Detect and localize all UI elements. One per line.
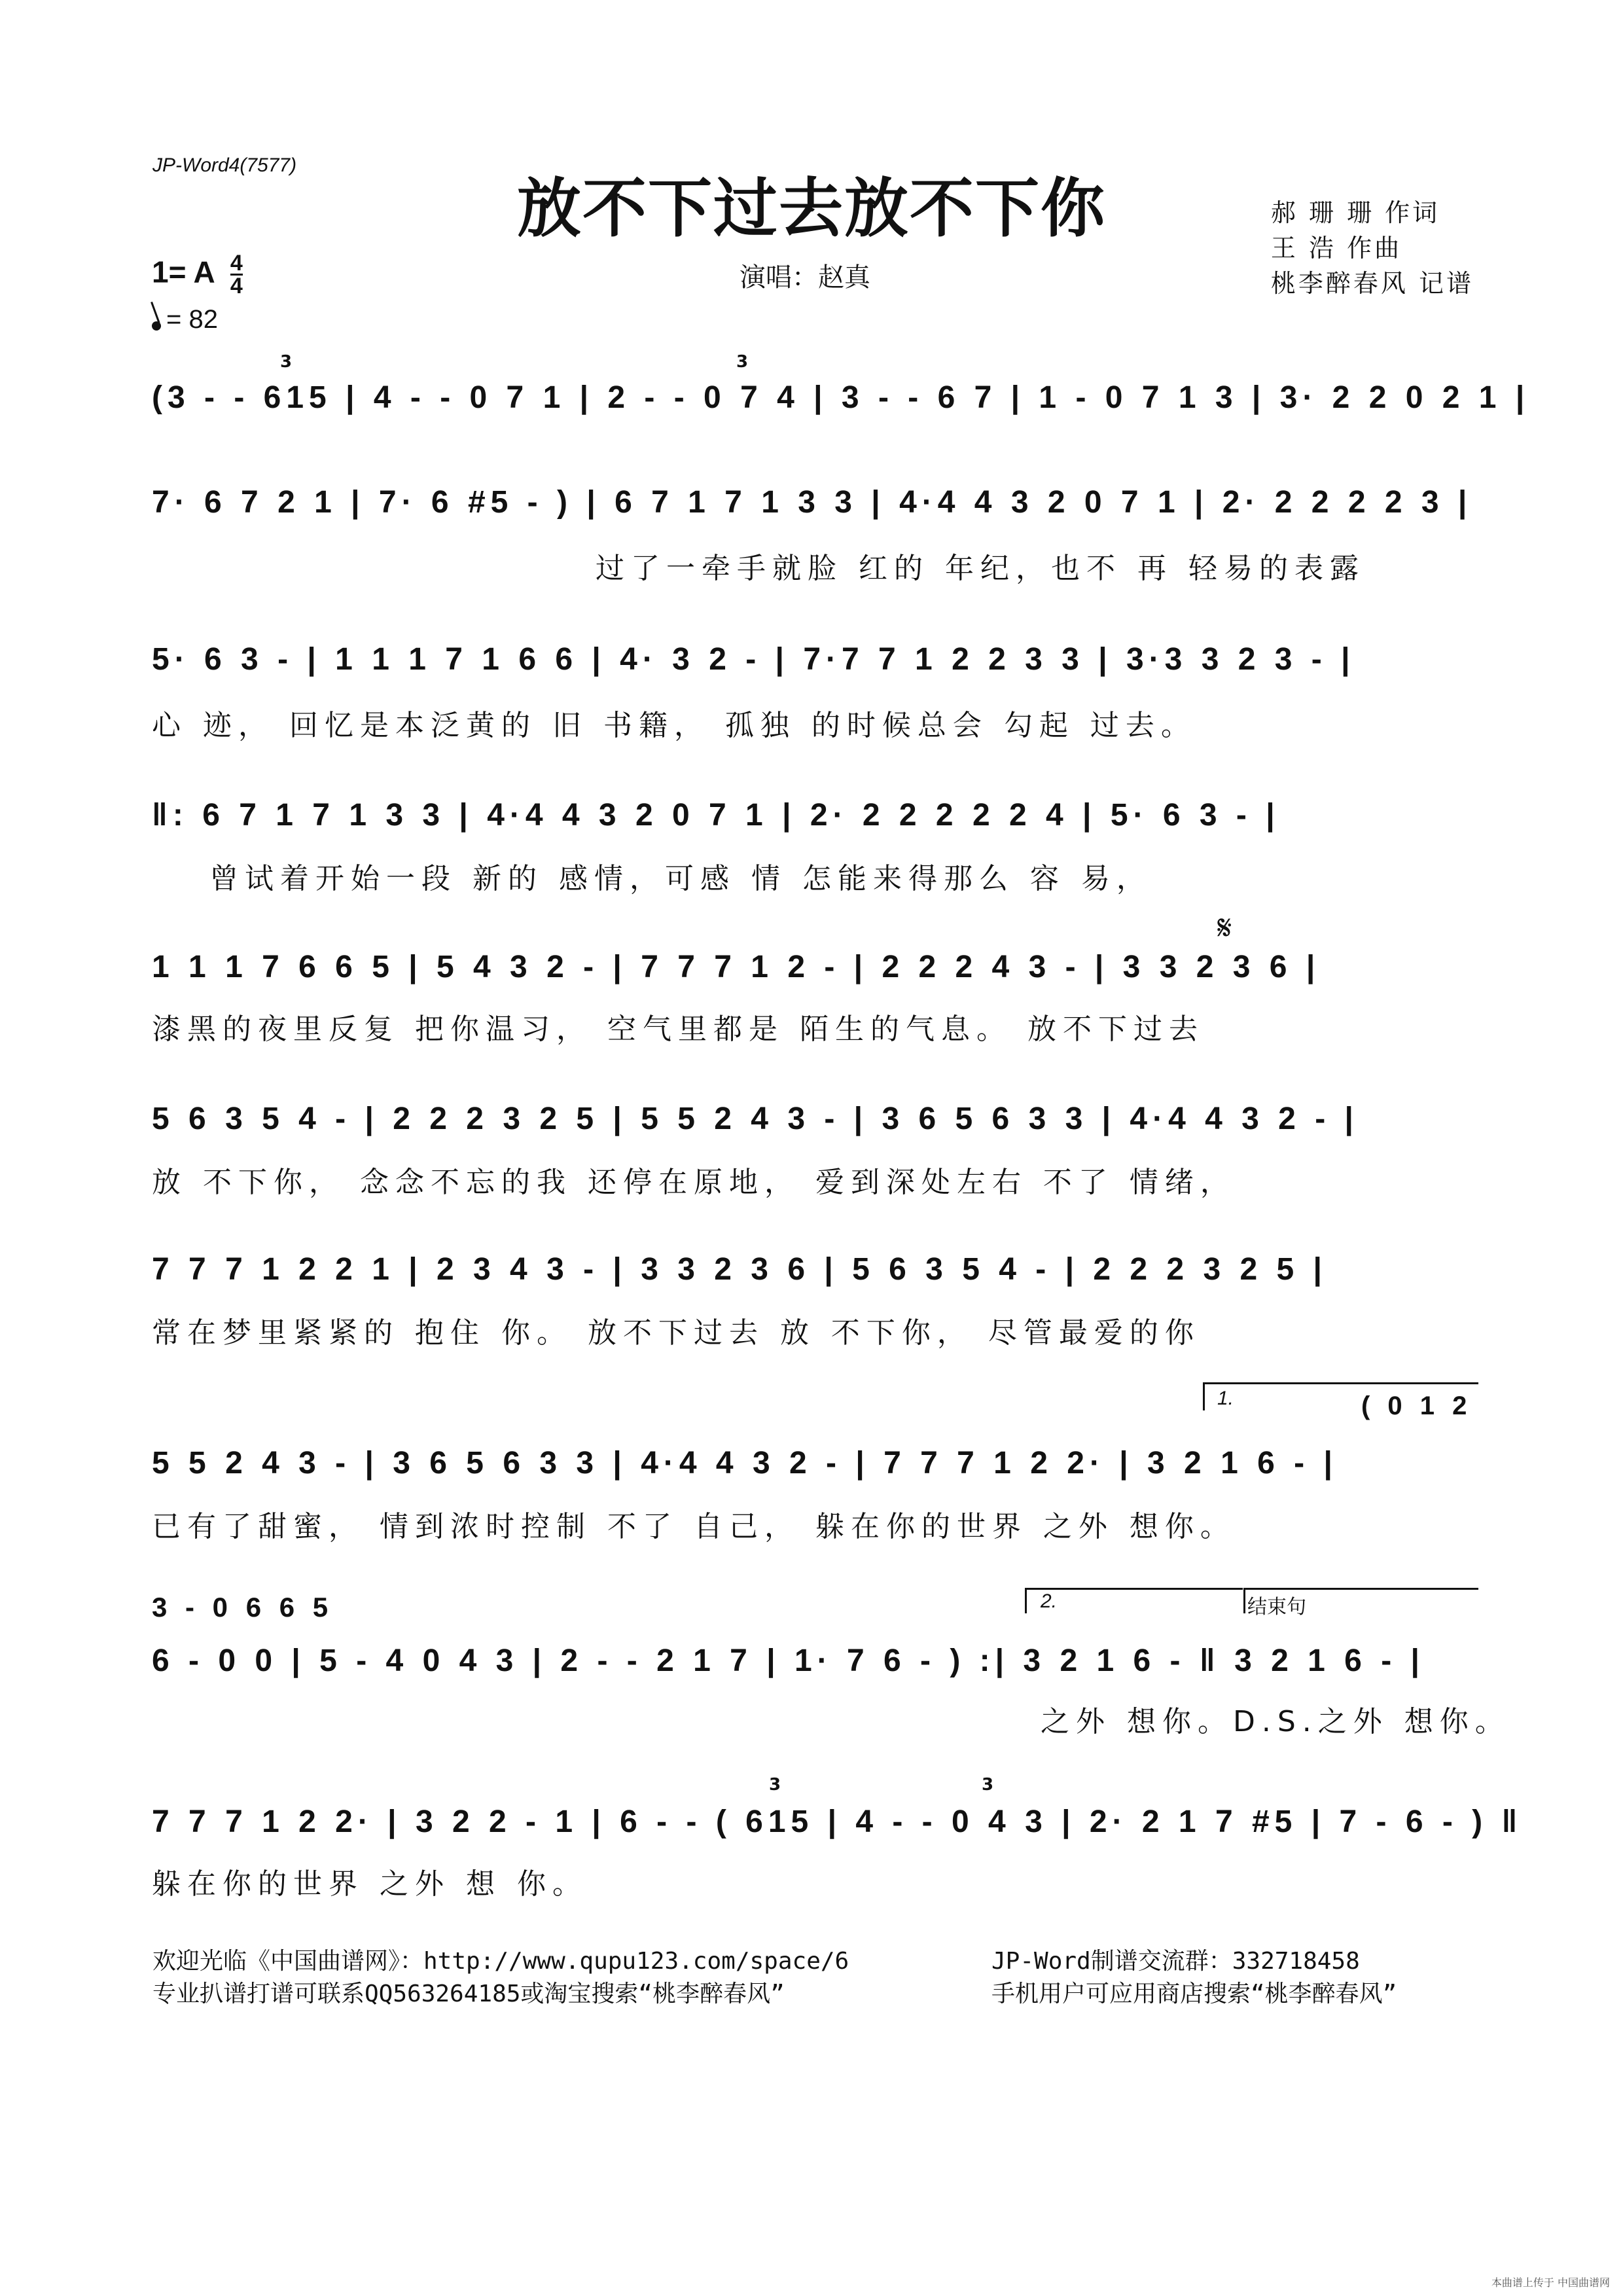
tempo-marking [152,305,218,334]
lyrics-line-9: 之外 想你。D.S.之外 想你。 [1041,1705,1510,1738]
credits [1271,195,1474,301]
volta-1-cue: ( 0 1 2 [1361,1391,1472,1420]
notation-line-2: 7· 6 7 2 1 | 7· 6 #5 - ) | 6 7 1 7 1 3 3 | 4·4 4 3 2 0 7 1 | 2· 2 2 2 2 3 | [152,485,1472,520]
footer-group: JP-Word制谱交流群：332718458 [991,1948,1360,1975]
notation-line-7: 7 7 7 1 2 2 1 | 2 3 4 3 - | 3 3 2 3 6 | 5 6 3 5 4 - | 2 2 2 3 2 5 | [152,1252,1327,1287]
volta-1-label: 1. [1217,1388,1234,1409]
lyrics-line-3: 心 迹， 回忆是本泛黄的 旧 书籍， 孤独 的时候总会 勾起 过去。 [152,709,1196,742]
footer-app: 手机用户可应用商店搜索“桃李醉春风” [991,1981,1397,2007]
notation-line-8: 5 5 2 4 3 - | 3 6 5 6 3 3 | 4·4 4 3 2 - | 7 7 7 1 2 2· | 3 2 1 6 - | [152,1446,1338,1480]
triplet-mark: 3 [280,352,293,372]
triplet-mark: 3 [736,352,749,372]
time-top: 4 [230,251,243,276]
triplet-mark: 3 [982,1775,994,1795]
footer-website: 欢迎光临《中国曲谱网》：http://www.qupu123.com/space/6 [152,1948,849,1975]
lyrics-line-2: 过了一牵手就脸 红的 年纪，也不 再 轻易的表露 [596,552,1365,585]
upload-stamp: 本曲谱上传于 中国曲谱网 [1491,2276,1610,2289]
notation-line-10: 7 7 7 1 2 2· | 3 2 2 - 1 | 6 - - ( 615 | 4 - - 0 4 3 | 2· 2 1 7 #5 | 7 - 6 - ) ‖ [152,1804,1523,1839]
lyrics-line-5: 漆黑的夜里反复 把你温习， 空气里都是 陌生的气息。 放不下过去 [152,1013,1204,1046]
volta-2-bracket [1025,1588,1243,1613]
time-bottom: 4 [230,274,243,298]
lyrics-line-10: 躲在你的世界 之外 想 你。 [152,1867,588,1901]
key-label: 1= A [152,255,215,289]
cue-line: 3 - 0 6 6 5 [152,1592,334,1623]
segno-sign: 𝄋 [1217,908,1232,948]
transcriber: 桃李醉春风 记谱 [1270,269,1474,298]
ending-label: 结束句 [1247,1596,1306,1619]
notation-line-3: 5· 6 3 - | 1 1 1 7 1 6 6 | 4· 3 2 - | 7·7 7 1 2 2 3 3 | 3·3 3 2 3 - | [152,642,1355,677]
lyrics-line-7: 常在梦里紧紧的 抱住 你。 放不下过去 放 不下你， 尽管最爱的你 [152,1316,1200,1350]
quarter-note-icon [151,320,162,332]
key-signature [152,253,243,296]
lyrics-line-4: 曾试着开始一段 新的 感情，可感 情 怎能来得那么 容 易， [209,862,1152,895]
volta-2-label: 2. [1041,1590,1058,1612]
tempo-value: = 82 [166,305,218,334]
singer: 演唱：赵真 [740,262,870,293]
notation-line-5: 1 1 1 7 6 6 5 | 5 4 3 2 - | 7 7 7 1 2 - | 2 2 2 4 3 - | 3 3 2 3 6 | [152,950,1321,984]
lyrics-line-6: 放 不下你， 念念不忘的我 还停在原地， 爱到深处左右 不了 情绪， [152,1166,1236,1199]
notation-line-6: 5 6 3 5 4 - | 2 2 2 3 2 5 | 5 5 2 4 3 - | 3 6 5 6 3 3 | 4·4 4 3 2 - | [152,1102,1359,1136]
footer-contact: 专业扒谱打谱可联系QQ563264185或淘宝搜索“桃李醉春风” [152,1981,785,2007]
software-label: JP-Word4(7577) [152,154,297,176]
notation-line-9: 6 - 0 0 | 5 - 4 0 4 3 | 2 - - 2 1 7 | 1· 7 6 - ) :| 3 2 1 6 - ‖ 3 2 1 6 - | [152,1643,1425,1678]
lyricist: 郝 珊 珊 作词 [1270,198,1440,227]
lyrics-line-8: 已有了甜蜜， 情到浓时控制 不了 自己， 躲在你的世界 之外 想你。 [152,1510,1236,1543]
time-signature [230,253,243,296]
triplet-mark: 3 [769,1775,781,1795]
notation-line-1: (3 - - 615 | 4 - - 0 7 1 | 2 - - 0 7 4 | 3 - - 6 7 | 1 - 0 7 1 3 | 3· 2 2 0 2 1 | [152,380,1530,415]
page-title: 放不下过去放不下你 [516,171,1106,246]
composer: 王 浩 作曲 [1270,234,1402,262]
notation-line-4: ‖: 6 7 1 7 1 3 3 | 4·4 4 3 2 0 7 1 | 2· 2 2 2 2 2 4 | 5· 6 3 - | [152,798,1280,833]
